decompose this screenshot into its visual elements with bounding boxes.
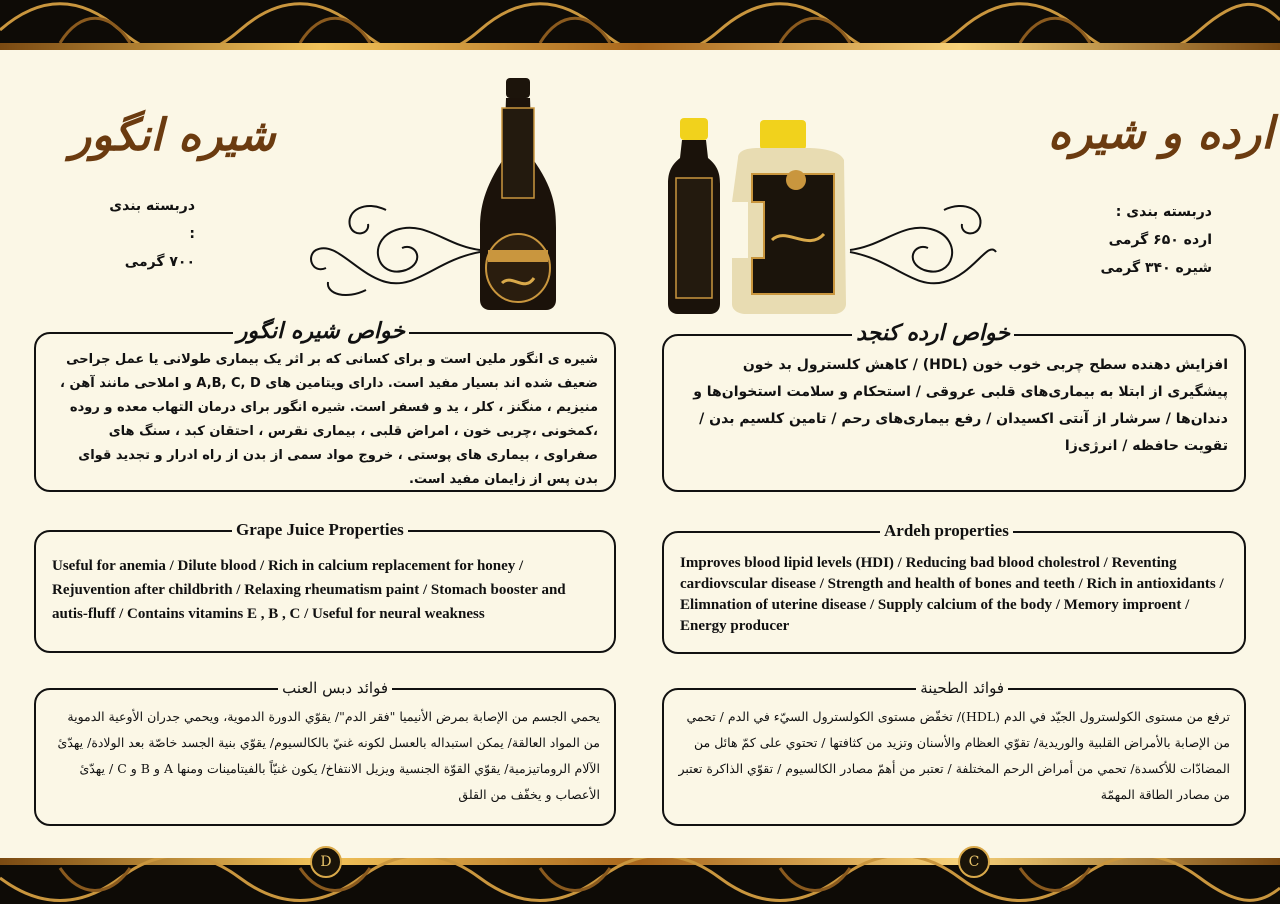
bottom-ornament-band (0, 858, 1280, 904)
ardeh-english-heading: Ardeh properties (880, 521, 1013, 541)
grape-persian-heading: خواص شیره انگور (233, 318, 409, 344)
ardeh-arabic-heading: فوائد الطحینة (916, 679, 1008, 697)
grape-english-text: Useful for anemia / Dilute blood / Rich in calcium replacement for honey / Rejuvention after childbrith / Relaxing rheumatism paint / Stomach booster and autis-fluff / Contains vitamins E , B , C / Useful for neural weakness (52, 558, 566, 622)
ardeh-packaging-info (1100, 198, 1212, 282)
packaging-weight-ardeh: ارده ۶۵۰ گرمی (1108, 232, 1212, 248)
swirl-ornament-right (848, 190, 998, 310)
grape-persian-properties-box (34, 318, 616, 492)
grape-syrup-bottle-image (476, 78, 560, 310)
ardeh-persian-properties-box (662, 320, 1246, 492)
floral-ornament-bottom (0, 858, 1280, 904)
ardeh-arabic-text: ترفع من مستوى الکولسترول الجیّد في الدم (HDL)/ تخفّض مستوى الکولسترول السيّء في الدم / تحمي من الإصابة بالأمراض القلبیة والوریدیة/ تقوّي العظام والأسنان وتزید من کثافتها / تحتوي على کمّ هائل من المضادّات للأکسدة/ تحمي من أمراض الرحم المختلفة / تعتبر من أهمّ مصادر الکالسیوم / تقوّي الذاکرة تعتبر من مصادر الطاقة المهمّة (678, 709, 1230, 802)
grape-english-heading: Grape Juice Properties (232, 520, 408, 540)
ardeh-syrup-title: ارده و شیره (1048, 108, 1274, 159)
brochure-page (0, 50, 1280, 858)
packaging-weight-syrup: شیره ۳۴۰ گرمی (1100, 260, 1212, 276)
ardeh-and-syrup-bottles-image (668, 118, 856, 314)
grape-arabic-properties-box (34, 679, 616, 826)
grape-arabic-heading: فوائد دبس العنب (278, 679, 392, 697)
ardeh-persian-text: افزایش دهنده سطح چربی خوب خون (HDL) / کاهش کلسترول بد خون پیشگیری از ابتلا به بیماری‌های قلبی عروقی / استحکام و سلامت استخوان‌ها و دندان‌ها / سرشار از آنتی اکسیدان / رفع بیماری‌های رحم / تامین کلسیم بدن / تقویت حافظه / انرژی‌زا (693, 357, 1228, 454)
grape-syrup-title: شیره انگور (70, 110, 276, 161)
packaging-label: دربسته بندی : (109, 198, 195, 242)
ardeh-english-properties-box (662, 521, 1246, 654)
top-ornament-band (0, 0, 1280, 50)
ardeh-persian-heading: خواص ارده کنجد (852, 320, 1014, 346)
grape-english-properties-box (34, 520, 616, 653)
grape-arabic-text: یحمي الجسم من الإصابة بمرض الأنیمیا "فقر الدم"/ یقوّي الدورة الدمویة، ویحمي جدران الأوعیة الدمویة من المواد العالقة/ یمکن استبداله بالعسل لکونه غنيّ بالکالسیوم/ یقوّي بنیة الجسد خاصّة بعد الولادة/ یهدّئ الآلام الروماتیزمیة/ یقوّي القوّة الجنسیة ویزیل الانتفاخ/ یکون غنیّاً بالفیتامینات ومنها A و B و C / یهدّئ الأعصاب و یخفّف من القلق (57, 709, 600, 802)
page-letter-c: C (958, 846, 990, 878)
page-letter-d: D (310, 846, 342, 878)
ardeh-english-text: Improves blood lipid levels (HDI) / Reducing bad blood cholestrol / Reventing cardiovscular disease / Strength and health of bones and teeth / Rich in antioxidants / Elimnation of uterine disease / Supply calcium of the body / Memory improent / Energy producer (680, 555, 1224, 634)
grape-packaging-info (100, 192, 195, 276)
swirl-ornament-left (306, 190, 482, 310)
packaging-weight: ۷۰۰ گرمی (124, 254, 195, 270)
packaging-label: دربسته بندی : (1115, 204, 1212, 220)
grape-persian-text: شیره ی انگور ملین است و برای کسانی که بر اثر یک بیماری طولانی یا عمل جراحی ضعیف شده اند بسیار مفید است. دارای ویتامین های A,B, C, D و املاحی مانند آهن ، منیزیم ، منگنز ، کلر ، ید و فسفر است. شیره انگور برای درمان التهاب معده و روده ،کمخونی ،چربی خون ، امراض قلبی ، بیماری نقرس ، احتقان کبد ، سنگ های صفراوی ، بیماری های پوستی ، خروج مواد سمی از بدن از راه ادرار و تجدید قوای بدن پس از زایمان مفید است. (60, 352, 598, 487)
ardeh-arabic-properties-box (662, 679, 1246, 826)
